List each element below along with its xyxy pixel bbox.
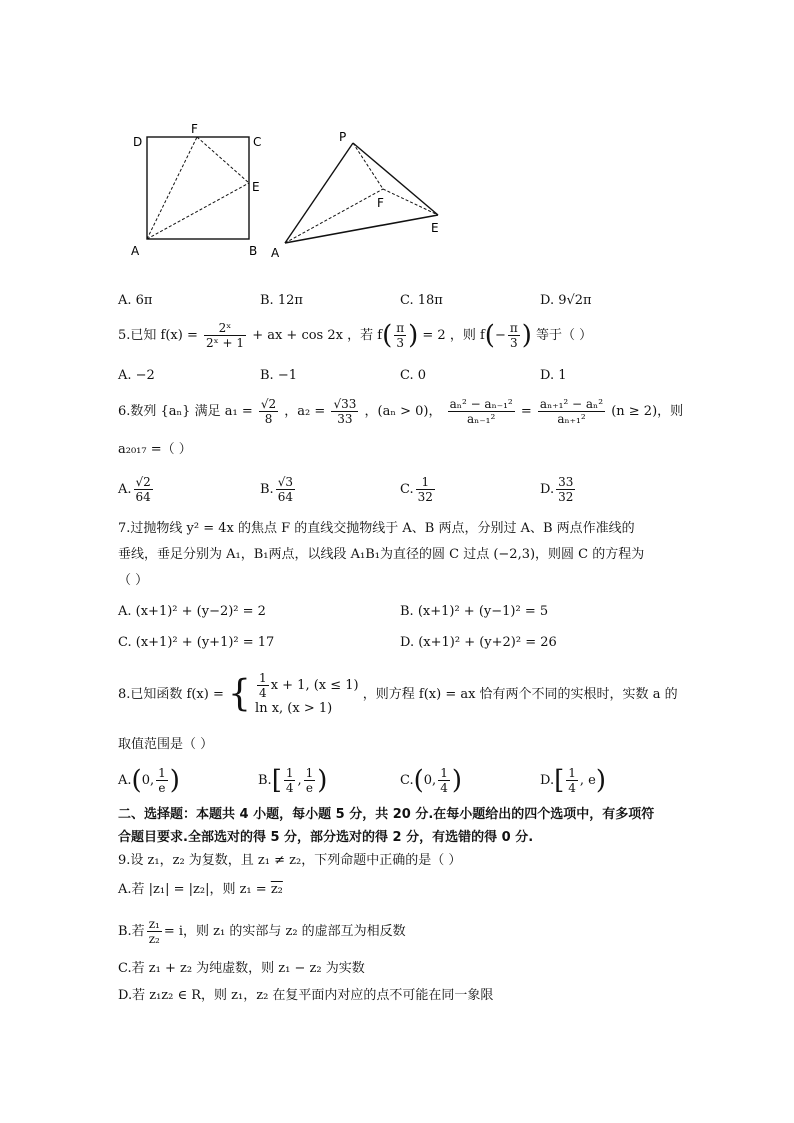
label-E: E — [252, 180, 260, 194]
q4-option-a: A. 6π — [118, 293, 153, 308]
section2-heading-line1: 二、选择题：本题共 4 小题，每小题 5 分，共 20 分.在每小题给出的四个选项中，有多项符 — [118, 807, 655, 822]
square-figure — [131, 122, 261, 258]
q6-a2-fraction: $\frac{√33}{33}$ — [333, 397, 357, 426]
q9-stem: 9.设 z₁，z₂ 为复数，且 z₁ ≠ z₂，下列命题中正确的是（ ） — [118, 853, 462, 868]
q5-option-b: B. −1 — [260, 368, 297, 383]
q6-line2: a₂₀₁₇ =（ ） — [118, 442, 192, 457]
q7-option-b: B. (x+1)² + (y−1)² = 5 — [400, 604, 549, 619]
q7-option-d: D. (x+1)² + (y+2)² = 26 — [400, 635, 557, 650]
q4-option-d: D. 9√2π — [540, 293, 592, 308]
q5-mid: + ax + cos 2x ，若 — [252, 328, 374, 343]
q5-fraction: $\frac{\text{2ˣ}}{\text{2ˣ + 1}}$ — [206, 321, 245, 350]
q8-cases: $\frac{1}{4}$ x + 1, (x ≤ 1) ln x, (x > 1) — [255, 671, 359, 716]
q7-line3: （ ） — [118, 573, 149, 588]
q5-option-d: D. 1 — [540, 368, 567, 383]
q4-option-c: C. 18π — [400, 293, 443, 308]
q5-tail: 等于（ ） — [536, 328, 593, 343]
q5-option-c: C. 0 — [400, 368, 427, 383]
q6-relation-tail: (n ≥ 2)，则 — [611, 404, 684, 419]
q9-option-b: B.若 $\frac{\text{z₁}}{\text{z₂}}$ = i，则 z₁ 的实部与 z₂ 的虚部互为相反数 — [118, 917, 406, 946]
q9-option-a: A.若 |z₁| = |z₂|，则 z₁ = z₂ — [118, 882, 283, 897]
q6-option-c: C. $\frac{1}{32}$ — [400, 475, 433, 504]
q8-option-a: A.(0, $\frac{1}{e}$ ) — [118, 765, 180, 796]
section2-heading-line2: 合题目要求.全部选对的得 5 分，部分选对的得 2 分，有选错的得 0 分. — [118, 830, 534, 845]
q8-line2: 取值范围是（ ） — [118, 737, 214, 752]
q6-condition: ，(aₙ > 0)， — [364, 404, 442, 419]
q5-option-a: A. −2 — [118, 368, 155, 383]
label-A2: A — [271, 246, 280, 260]
q6-relation-right: $\frac{\text{aₙ₊₁² − aₙ²}}{\text{aₙ₊₁²}}$ — [539, 397, 604, 426]
tetrahedron-figure — [271, 130, 439, 260]
q8-stem — [118, 664, 678, 726]
label-F: F — [191, 122, 198, 136]
q7-line1: 7.过抛物线 y² = 4x 的焦点 F 的直线交抛物线于 A、B 两点，分别过 A、B 两点作准线的 — [118, 521, 635, 536]
label-P: P — [339, 130, 347, 144]
label-D: D — [133, 135, 143, 149]
q5-fx: f(x) = — [160, 328, 198, 343]
q5-condition: = 2 ，则 — [422, 328, 476, 343]
q7-option-c: C. (x+1)² + (y+1)² = 17 — [118, 635, 275, 650]
label-A: A — [131, 244, 140, 258]
q8-option-b: B.[ $\frac{1}{4}$ , $\frac{1}{e}$ ) — [258, 765, 328, 796]
q9-option-c: C.若 z₁ + z₂ 为纯虚数，则 z₁ − z₂ 为实数 — [118, 961, 365, 976]
q8-option-c: C.(0, $\frac{1}{4}$ ) — [400, 765, 462, 796]
q6-equals: = — [520, 404, 532, 419]
label-F2: F — [377, 196, 384, 210]
q6-relation-left: $\frac{\text{aₙ² − aₙ₋₁²}}{\text{aₙ₋₁²}}$ — [449, 397, 513, 426]
q6-stem — [118, 392, 683, 432]
q6-a2-label: ，a₂ = — [284, 404, 326, 419]
q9-option-d: D.若 z₁z₂ ∈ R，则 z₁，z₂ 在复平面内对应的点不可能在同一象限 — [118, 988, 494, 1003]
label-E2: E — [431, 221, 439, 235]
q6-a1-fraction: $\frac{√2}{8}$ — [260, 397, 277, 426]
q8-brace: { — [228, 673, 251, 715]
q5-prefix: 5.已知 — [118, 328, 157, 343]
label-B: B — [249, 244, 258, 258]
q6-option-a: A. $\frac{√2}{64}$ — [118, 475, 151, 504]
q6-a1-label: a₁ = — [224, 404, 253, 419]
label-C: C — [253, 135, 262, 149]
q6-option-d: D. $\frac{33}{32}$ — [540, 475, 574, 504]
folding-diagram — [125, 105, 465, 265]
q6-prefix: 6.数列 {aₙ} 满足 — [118, 404, 221, 419]
q7-line2: 垂线，垂足分别为 A₁，B₁两点，以线段 A₁B₁为直径的圆 C 过点 (−2,3)，则圆 C 的方程为 — [118, 547, 645, 562]
q8-option-d: D.[ $\frac{1}{4}$ , e) — [540, 765, 607, 796]
q8-post: ，则方程 f(x) = ax 恰有两个不同的实根时，实数 a 的 — [362, 687, 678, 702]
q5-stem: 5.已知 f(x) = $\frac{\text{2ˣ}}{\text{2ˣ + 1}}$ + ax + cos 2x ，若 f( $\frac{\pi}{3}$ ) = 2 ，则 f(− $\frac{\pi}{3}$ ) 等于（ ） — [118, 320, 593, 351]
q6-option-b: B. $\frac{√3}{64}$ — [260, 475, 293, 504]
q8-case2: ln x, (x > 1) — [255, 701, 333, 716]
q4-option-b: B. 12π — [260, 293, 303, 308]
q7-option-a: A. (x+1)² + (y−2)² = 2 — [118, 604, 266, 619]
q8-prefix: 8.已知函数 f(x) = — [118, 687, 224, 702]
geometry-figure — [125, 105, 465, 269]
